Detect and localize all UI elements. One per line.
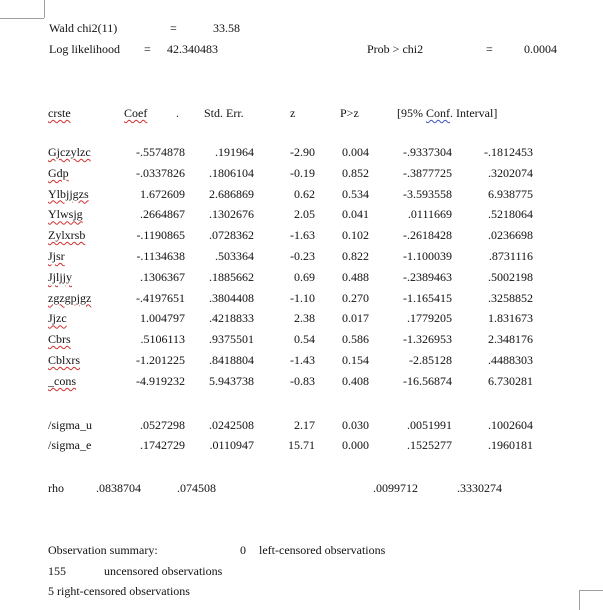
coef-row-coef: -4.919232 — [136, 373, 185, 388]
coef-row-coef: -.1134638 — [136, 249, 185, 263]
coef-row-variable: Ylbjjgzs — [48, 186, 89, 201]
coef-row-std-err: .1885662 — [209, 269, 254, 284]
sigma-row-ci-low: .0051991 — [407, 418, 452, 432]
sigma-row-variable: /sigma_u — [48, 418, 92, 432]
col-header-p: P>z — [340, 106, 359, 120]
prob-chi2-equals: = — [486, 42, 493, 56]
col-header-coef: Coef — [124, 106, 148, 120]
coef-row-ci-high: 6.730281 — [488, 373, 533, 388]
wald-label: Wald chi2(11) — [49, 21, 118, 35]
coef-row-z: -0.83 — [290, 373, 315, 388]
coef-row-coef: .2664867 — [140, 207, 185, 222]
coef-row-ci-high: .5002198 — [488, 269, 533, 284]
sigma-row-p-value: 0.000 — [342, 438, 369, 452]
coef-row-ci-low: -1.326953 — [403, 332, 452, 347]
coef-row-ci-high: .0236698 — [488, 228, 533, 243]
col-header-variable: crste — [48, 106, 71, 120]
coef-row-std-err: .8418804 — [209, 353, 254, 367]
col-header-z: z — [290, 106, 296, 120]
coef-row-coef: -1.201225 — [136, 353, 185, 367]
rho-coef: .0838704 — [96, 481, 141, 495]
sigma-row-z: 2.17 — [294, 418, 315, 432]
coef-row-variable: Gjczylzc — [48, 145, 91, 159]
coef-row-z: 2.38 — [294, 311, 315, 326]
coef-row-std-err: .1302676 — [209, 207, 254, 222]
coef-row-variable: Gdp — [48, 165, 69, 180]
coef-row-ci-low: -2.85128 — [409, 353, 452, 367]
coef-row-z: -0.19 — [290, 165, 315, 180]
coef-row-ci-high: .5218064 — [488, 207, 533, 222]
coef-row-p-value: 0.488 — [342, 269, 369, 284]
coef-row-variable: _cons — [48, 373, 76, 388]
coef-row-coef: -.0337826 — [136, 165, 185, 180]
page-corner-mark-top-left — [0, 18, 44, 19]
log-likelihood-equals: = — [144, 42, 151, 56]
coef-row-z: -0.23 — [290, 249, 315, 263]
col-header-std-err: Std. Err. — [204, 106, 244, 120]
sigma-row-z: 15.71 — [288, 438, 315, 452]
uncensored-count: 155 — [48, 564, 66, 578]
coef-row-ci-low: .0111669 — [407, 207, 452, 222]
coef-row-p-value: 0.004 — [342, 145, 369, 159]
coef-row-z: 0.54 — [294, 332, 315, 347]
coef-row-p-value: 0.102 — [342, 228, 369, 243]
coef-row-ci-high: .3258852 — [488, 290, 533, 305]
coef-row-p-value: 0.041 — [342, 207, 369, 222]
coef-row-ci-high: 6.938775 — [488, 186, 533, 201]
wald-value: 33.58 — [213, 21, 240, 35]
coef-row-ci-high: .4488303 — [488, 353, 533, 367]
coef-row-ci-high: -.1812453 — [484, 145, 533, 159]
rho-ci-low: .0099712 — [373, 481, 418, 495]
coef-row-ci-high: 2.348176 — [488, 332, 533, 347]
coef-row-coef: 1.672609 — [140, 186, 185, 201]
coef-row-p-value: 0.408 — [342, 373, 369, 388]
sigma-row-ci-high: .1960181 — [488, 438, 533, 452]
coef-row-coef: -.4197651 — [136, 290, 185, 305]
prob-chi2-value: 0.0004 — [524, 42, 557, 56]
sigma-row-variable: /sigma_e — [48, 438, 92, 452]
coef-row-z: -1.10 — [290, 290, 315, 305]
coef-row-ci-low: -1.165415 — [403, 290, 452, 305]
coef-row-p-value: 0.154 — [342, 353, 369, 367]
coef-row-p-value: 0.586 — [342, 332, 369, 347]
uncensored-text: uncensored observations — [104, 564, 223, 578]
coef-row-variable: Cbrs — [48, 332, 71, 347]
coef-row-ci-low: -1.100039 — [403, 249, 452, 263]
sigma-row-std-err: .0242508 — [209, 418, 254, 432]
coef-row-p-value: 0.017 — [342, 311, 369, 326]
coef-row-std-err: .191964 — [215, 145, 254, 159]
col-header-conf-interval — [397, 106, 497, 120]
coef-row-variable: Ylwsjg — [48, 207, 83, 222]
coef-row-p-value: 0.852 — [342, 165, 369, 180]
left-censored-text: left-censored observations — [259, 543, 386, 557]
col-header-ci-conf: Conf — [426, 106, 450, 120]
coef-row-p-value: 0.270 — [342, 290, 369, 305]
sigma-row-p-value: 0.030 — [342, 418, 369, 432]
coef-row-ci-low: -.9337304 — [403, 145, 452, 159]
sigma-row-coef: .1742729 — [140, 438, 185, 452]
coef-row-ci-high: .3202074 — [488, 165, 533, 180]
coef-row-variable: Jjzc — [48, 311, 67, 326]
page-corner-mark-bottom-right-vertical — [579, 590, 580, 610]
coef-row-z: 2.05 — [294, 207, 315, 222]
coef-row-std-err: .4218833 — [209, 311, 254, 326]
coef-row-p-value: 0.534 — [342, 186, 369, 201]
coef-row-z: -2.90 — [290, 145, 315, 159]
coef-row-coef: -.5574878 — [136, 145, 185, 159]
coef-row-std-err: .3804408 — [209, 290, 254, 305]
coef-row-coef: 1.004797 — [140, 311, 185, 326]
coef-row-z: -1.43 — [290, 353, 315, 367]
sigma-row-ci-high: .1002604 — [488, 418, 533, 432]
coef-row-variable: Cblxrs — [48, 353, 81, 367]
page-corner-mark-bottom-right — [579, 590, 603, 591]
wald-equals: = — [170, 21, 177, 35]
sigma-row-ci-low: .1525277 — [407, 438, 452, 452]
coef-row-ci-low: -.3877725 — [403, 165, 452, 180]
coef-row-coef: -.1190865 — [136, 228, 185, 243]
coef-row-std-err: .1806104 — [209, 165, 254, 180]
summary-label: Observation summary: — [48, 543, 158, 557]
coef-row-coef: .1306367 — [140, 269, 185, 284]
sigma-row-std-err: .0110947 — [209, 438, 254, 452]
rho-ci-high: .3330274 — [457, 481, 502, 495]
coef-row-ci-low: -16.56874 — [403, 373, 452, 388]
coef-row-p-value: 0.822 — [342, 249, 369, 263]
coef-row-ci-low: -.2389463 — [403, 269, 452, 284]
coef-row-z: 0.69 — [294, 269, 315, 284]
coef-row-z: -1.63 — [290, 228, 315, 243]
coef-row-ci-low: .1779205 — [407, 311, 452, 326]
coef-row-ci-high: .8731116 — [488, 249, 533, 263]
coef-row-std-err: 5.943738 — [209, 373, 254, 388]
prob-chi2-label: Prob > chi2 — [367, 42, 424, 56]
right-censored-line: 5 right-censored observations — [48, 584, 190, 598]
coef-row-variable: Zylxrsb — [48, 228, 86, 243]
col-header-ci-suffix: . Interval] — [450, 106, 498, 120]
sigma-row-coef: .0527298 — [140, 418, 185, 432]
log-likelihood-value: 42.340483 — [167, 42, 218, 56]
log-likelihood-label: Log likelihood — [49, 42, 120, 56]
coef-row-variable: Jjljjy — [48, 269, 73, 284]
rho-std-err: .074508 — [177, 481, 216, 495]
coef-row-z: 0.62 — [294, 186, 315, 201]
coef-row-variable: Jjsr — [48, 249, 65, 263]
coef-row-ci-high: 1.831673 — [488, 311, 533, 326]
page-corner-mark-top-left-vertical — [44, 0, 45, 18]
coef-row-coef: .5106113 — [140, 332, 185, 347]
col-header-ci-prefix: [95% — [397, 106, 426, 120]
coef-row-std-err: .503364 — [215, 249, 254, 263]
coef-row-ci-low: -3.593558 — [403, 186, 452, 201]
left-censored-count: 0 — [240, 543, 246, 557]
coef-row-std-err: .9375501 — [209, 332, 254, 347]
coef-row-std-err: 2.686869 — [209, 186, 254, 201]
coef-row-ci-low: -.2618428 — [403, 228, 452, 243]
coef-row-std-err: .0728362 — [209, 228, 254, 243]
coef-row-variable: zgzgpjgz — [48, 290, 92, 305]
rho-label: rho — [48, 481, 64, 495]
col-header-dot: . — [176, 106, 179, 120]
